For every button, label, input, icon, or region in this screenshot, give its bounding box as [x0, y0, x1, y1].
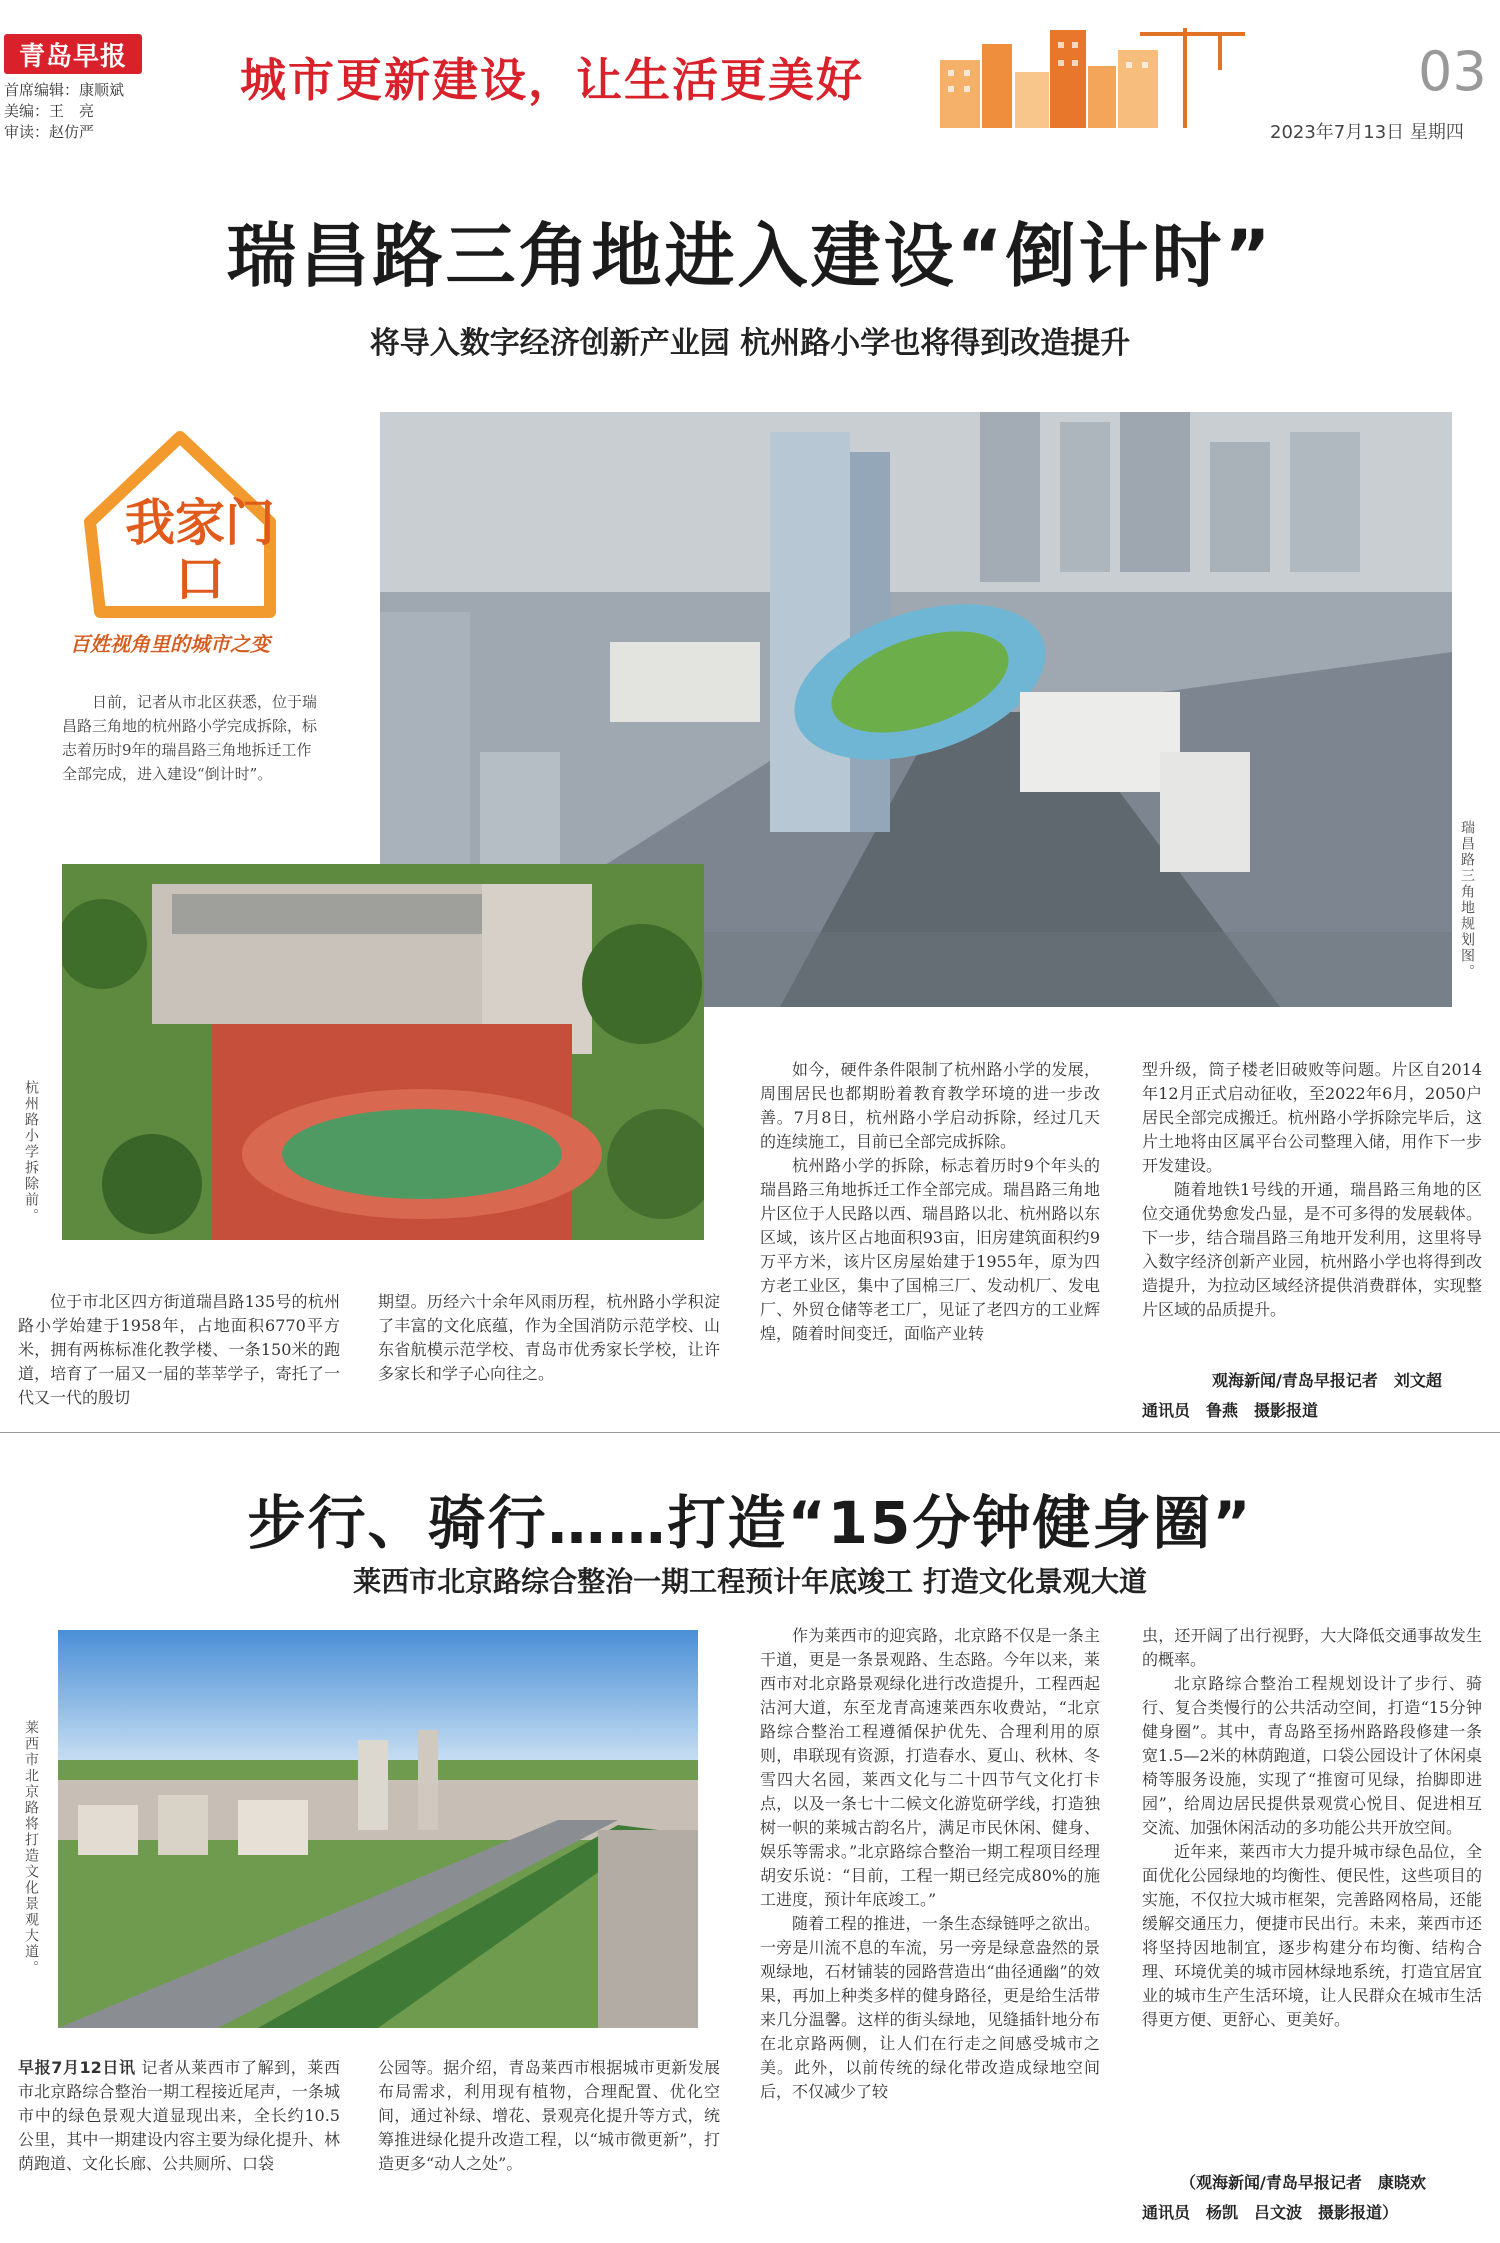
story1-subheadline: 将导入数字经济创新产业园 杭州路小学也将得到改造提升	[369, 326, 1131, 361]
story2-column-4	[1142, 1624, 1482, 2032]
story1-headline: 瑞昌路三角地进入建设“倒计时”	[226, 215, 1274, 297]
designer-credit: 美编：王 亮	[4, 102, 95, 120]
proof-credit: 审读：赵仿严	[4, 123, 95, 141]
story2-byline-photo: 通讯员 杨凯 吕文波 摄影报道）	[1142, 2203, 1399, 2222]
story1-byline-photo: 通讯员 鲁燕 摄影报道	[1142, 1401, 1319, 1420]
editor-credit: 首席编辑：康顺斌	[4, 81, 125, 99]
story1-column-3	[760, 1058, 1100, 1346]
story1-column-2: 期望。历经六十余年风雨历程，杭州路小学积淀了丰富的文化底蕴，作为全国消防示范学校、山东省航模示范学校、青岛市优秀家长学校，让许多家长和学子心向往之。	[378, 1292, 720, 1383]
story1-paragraph: 杭州路小学的拆除，标志着历时9个年头的瑞昌路三角地拆迁工作全部完成。瑞昌路三角地片区位于人民路以西、瑞昌路以北、杭州路以东区域，该片区占地面积93亩，旧房建筑面积约9万平方米，该片区房屋始建于1955年，原为四方老工业区，集中了国棉三厂、发动机厂、发电厂、外贸仓储等老工厂，见证了老四方的工业辉煌，随着时间变迁，面临产业转	[760, 1156, 1100, 1343]
story1-paragraph: 随着地铁1号线的开通，瑞昌路三角地的区位交通优势愈发凸显，是不可多得的发展载体。下一步，结合瑞昌路三角地开发利用，这里将导入数字经济创新产业园，杭州路小学也将得到改造提升，为拉动区域经济提供消费群体，实现整片区域的品质提升。	[1142, 1180, 1482, 1319]
section-divider	[0, 1432, 1500, 1433]
editor-credits	[4, 80, 124, 143]
story1-column-4	[1142, 1058, 1482, 1322]
story1-column-1: 位于市北区四方街道瑞昌路135号的杭州路小学始建于1958年，占地面积6770平方米，拥有两栋标准化教学楼、一条150米的跑道，培育了一届又一届的莘莘学子，寄托了一代又一代的殷切	[18, 1292, 340, 1407]
story1-byline-reporter: 观海新闻/青岛早报记者 刘文超	[1212, 1371, 1442, 1390]
skyline-crane-illustration	[920, 20, 1250, 128]
page-number: 03	[1418, 40, 1487, 103]
story2-headline: 步行、骑行……打造“15分钟健身圈”	[247, 1489, 1253, 1557]
story2-paragraph: 近年来，莱西市大力提升城市绿色品位，全面优化公园绿地的均衡性、便民性，这些项目的实施，不仅拉大城市框架，完善路网格局，还能缓解交通压力，便捷市民出行。未来，莱西市还将坚持因地制宜，逐步构建分布均衡、结构合理、环境优美的城市园林绿地系统，打造宜居宜业的城市生产生活环境，让人民群众在城市生活得更方便、更舒心、更美好。	[1142, 1842, 1482, 2029]
page-slogan: 城市更新建设，让生活更美好	[240, 53, 864, 107]
boulevard-aerial-photo	[58, 1630, 698, 2028]
boulevard-photo-caption: 莱西市北京路将打造文化景观大道。	[23, 1720, 39, 1976]
newspaper-logo: 青岛早报	[4, 34, 142, 74]
story2-dateline: 早报7月12日讯	[18, 2058, 136, 2077]
story1-paragraph: 如今，硬件条件限制了杭州路小学的发展，周围居民也都期盼着教育教学环境的进一步改善。7月8日，杭州路小学启动拆除，经过几天的连续施工，目前已全部完成拆除。	[760, 1060, 1100, 1151]
story1-intro: 日前，记者从市北区获悉，位于瑞昌路三角地的杭州路小学完成拆除，标志着历时9年的瑞昌路三角地拆迁工作全部完成，进入建设“倒计时”。	[62, 693, 318, 783]
story2-lead-text: 记者从莱西市了解到，莱西市北京路综合整治一期工程接近尾声，一条城市中的绿色景观大道显现出来，全长约10.5公里，其中一期建设内容主要为绿化提升、林荫跑道、文化长廊、公共厕所、口袋	[18, 2058, 340, 2173]
story2-byline-reporter: （观海新闻/青岛早报记者 康晓欢	[1180, 2173, 1426, 2192]
badge-subtitle: 百姓视角里的城市之变	[70, 632, 270, 656]
rendering-caption: 瑞昌路三角地规划图。	[1459, 820, 1475, 980]
badge-title: 我家门口	[125, 493, 275, 608]
story1-paragraph: 型升级，筒子楼老旧破败等问题。片区自2014年12月正式启动征收，至2022年6月，2050户居民全部完成搬迁。杭州路小学拆除完毕后，这片土地将由区属平台公司整理入储，用作下一步开发建设。	[1142, 1060, 1482, 1175]
school-aerial-photo	[62, 864, 704, 1240]
story2-column-3	[760, 1624, 1100, 2104]
story2-column-1	[18, 2056, 340, 2176]
story2-paragraph: 北京路综合整治工程规划设计了步行、骑行、复合类慢行的公共活动空间，打造“15分钟健身圈”。其中，青岛路至扬州路路段修建一条宽1.5—2米的林荫跑道，口袋公园设计了休闲桌椅等服务设施，实现了“推窗可见绿，抬脚即进园”，给周边居民提供景观赏心悦目、促进相互交流、加强休闲活动的多功能公共开放空间。	[1142, 1674, 1482, 1837]
story2-column-2: 公园等。据介绍，青岛莱西市根据城市更新发展布局需求，利用现有植物，合理配置、优化空间，通过补绿、增花、景观亮化提升等方式，统筹推进绿化提升改造工程，以“城市微更新”，打造更多“动人之处”。	[378, 2058, 720, 2173]
story2-paragraph: 随着工程的推进，一条生态绿链呼之欲出。一旁是川流不息的车流，另一旁是绿意盎然的景观绿地，石材铺装的园路营造出“曲径通幽”的效果，再加上种类多样的健身路径，更是给生活带来几分温馨。这样的街头绿地，见缝插针地分布在北京路两侧，让人们在行走之间感受城市之美。此外，以前传统的绿化带改造成绿地空间后，不仅减少了较	[760, 1914, 1100, 2101]
story2-paragraph: 作为莱西市的迎宾路，北京路不仅是一条主干道，更是一条景观路、生态路。今年以来，莱西市对北京路景观绿化进行改造提升，工程西起沽河大道，东至龙青高速莱西东收费站，“北京路综合整治工程遵循保护优先、合理利用的原则，串联现有资源，打造春水、夏山、秋林、冬雪四大名园，莱西文化与二十四节气文化打卡点，以及一条七十二候文化游览研学线，打造独树一帜的莱城古韵名片，满足市民休闲、健身、娱乐等需求。”北京路综合整治一期工程项目经理胡安乐说：“目前，工程一期已经完成80%的施工进度，预计年底竣工。”	[760, 1626, 1100, 1909]
page-date: 2023年7月13日 星期四	[1270, 122, 1464, 143]
school-photo-caption: 杭州路小学拆除前。	[23, 1080, 39, 1224]
story2-paragraph: 虫，还开阔了出行视野，大大降低交通事故发生的概率。	[1142, 1626, 1482, 1669]
story2-subheadline: 莱西市北京路综合整治一期工程预计年底竣工 打造文化景观大道	[353, 1565, 1147, 1598]
